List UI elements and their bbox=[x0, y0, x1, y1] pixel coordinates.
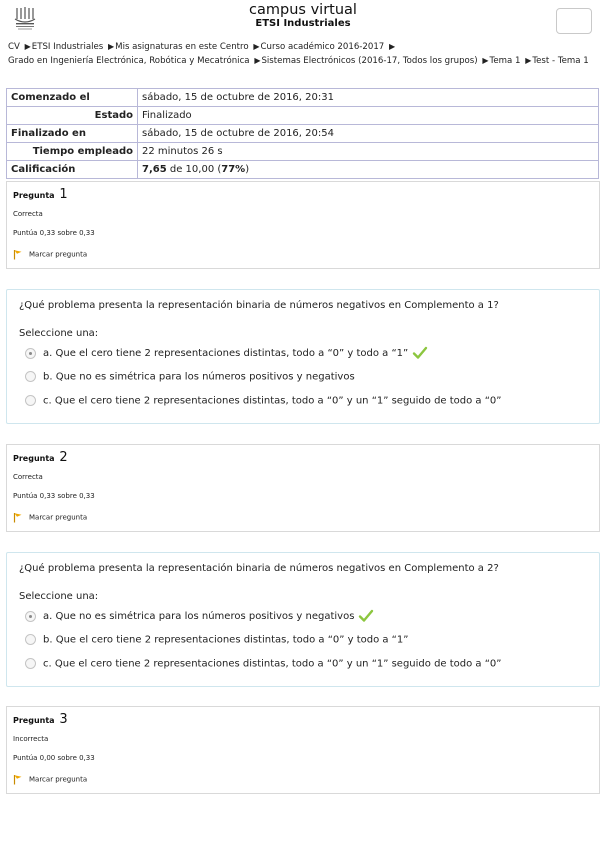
breadcrumb-separator-icon: ▶ bbox=[24, 42, 31, 51]
answer-option-b[interactable] bbox=[25, 371, 355, 383]
flag-question-button[interactable] bbox=[13, 512, 87, 523]
radio-button-checked[interactable] bbox=[25, 348, 36, 359]
checkmark-icon bbox=[412, 346, 428, 360]
breadcrumb bbox=[8, 40, 600, 68]
site-header bbox=[0, 0, 606, 40]
question-number bbox=[13, 712, 68, 727]
site-subtitle: ETSI Industriales bbox=[255, 18, 351, 29]
grade-label: Calificación bbox=[7, 161, 138, 179]
breadcrumb-item[interactable]: Curso académico 2016-2017 bbox=[260, 42, 385, 52]
question-prompt: Seleccione una: bbox=[19, 591, 99, 602]
radio-button[interactable] bbox=[25, 371, 36, 382]
breadcrumb-separator-icon: ▶ bbox=[254, 56, 261, 65]
question-grade: Puntúa 0,33 sobre 0,33 bbox=[13, 229, 95, 237]
question-state: Incorrecta bbox=[13, 735, 49, 743]
started-value: sábado, 15 de octubre de 2016, 20:31 bbox=[138, 89, 599, 107]
finished-label: Finalizado en bbox=[7, 125, 138, 143]
flag-icon bbox=[13, 249, 23, 260]
breadcrumb-separator-icon: ▶ bbox=[389, 42, 396, 51]
breadcrumb-separator-icon: ▶ bbox=[482, 56, 489, 65]
time-label: Tiempo empleado bbox=[7, 143, 138, 161]
question-info-3 bbox=[6, 706, 600, 794]
question-number bbox=[13, 450, 68, 465]
breadcrumb-item[interactable]: ETSI Industriales bbox=[31, 42, 104, 52]
answer-option-c[interactable] bbox=[25, 395, 501, 407]
radio-button-checked[interactable] bbox=[25, 611, 36, 622]
flag-label: Marcar pregunta bbox=[29, 250, 88, 259]
breadcrumb-item[interactable]: Grado en Ingeniería Electrónica, Robótica y Mecatrónica bbox=[8, 56, 250, 66]
time-value: 22 minutos 26 s bbox=[138, 143, 599, 161]
state-value: Finalizado bbox=[138, 107, 599, 125]
breadcrumb-separator-icon: ▶ bbox=[253, 42, 260, 51]
question-number-value: 1 bbox=[59, 187, 68, 202]
grade-score: 7,65 bbox=[142, 164, 167, 175]
checkmark-icon bbox=[358, 609, 374, 623]
breadcrumb-item[interactable]: Test - Tema 1 bbox=[532, 56, 589, 66]
grade-percent: 77% bbox=[221, 164, 246, 175]
flag-icon bbox=[13, 512, 23, 523]
breadcrumb-item[interactable]: CV bbox=[8, 42, 20, 52]
breadcrumb-item[interactable]: Sistemas Electrónicos (2016-17, Todos los grupos) bbox=[261, 56, 478, 66]
question-content-2 bbox=[6, 552, 600, 687]
grade-of: de 10,00 ( bbox=[169, 164, 222, 175]
menu-button[interactable] bbox=[556, 8, 592, 34]
question-info-2 bbox=[6, 444, 600, 532]
question-grade: Puntúa 0,00 sobre 0,33 bbox=[13, 754, 95, 762]
breadcrumb-row-1 bbox=[8, 40, 600, 54]
grade-value bbox=[138, 161, 599, 179]
attempt-summary-table bbox=[6, 88, 599, 179]
radio-button[interactable] bbox=[25, 658, 36, 669]
question-number-value: 3 bbox=[59, 712, 68, 727]
answer-option-b[interactable] bbox=[25, 634, 408, 646]
answer-option-a[interactable] bbox=[25, 346, 428, 360]
summary-row-started bbox=[7, 89, 599, 107]
question-label: Pregunta bbox=[13, 454, 55, 463]
breadcrumb-separator-icon: ▶ bbox=[108, 42, 115, 51]
site-title: campus virtual bbox=[249, 2, 357, 18]
question-number-value: 2 bbox=[59, 450, 68, 465]
question-grade: Puntúa 0,33 sobre 0,33 bbox=[13, 492, 95, 500]
grade-close: ) bbox=[245, 164, 250, 175]
flag-label: Marcar pregunta bbox=[29, 775, 88, 784]
breadcrumb-item[interactable]: Tema 1 bbox=[489, 56, 521, 66]
flag-question-button[interactable] bbox=[13, 249, 87, 260]
breadcrumb-separator-icon: ▶ bbox=[525, 56, 532, 65]
question-state: Correcta bbox=[13, 210, 43, 218]
answer-option-label: a. Que no es simétrica para los números positivos y negativos bbox=[43, 611, 355, 622]
question-label: Pregunta bbox=[13, 191, 55, 200]
started-label: Comenzado el bbox=[7, 89, 138, 107]
answer-option-a[interactable] bbox=[25, 609, 374, 623]
question-prompt: Seleccione una: bbox=[19, 328, 99, 339]
state-label: Estado bbox=[7, 107, 138, 125]
answer-option-c[interactable] bbox=[25, 658, 501, 670]
radio-button[interactable] bbox=[25, 634, 36, 645]
answer-option-label: c. Que el cero tiene 2 representaciones distintas, todo a “0” y un “1” seguido de todo a “0” bbox=[43, 658, 502, 670]
summary-row-state bbox=[7, 107, 599, 125]
answer-option-label: b. Que el cero tiene 2 representaciones distintas, todo a “0” y todo a “1” bbox=[43, 634, 409, 646]
finished-value: sábado, 15 de octubre de 2016, 20:54 bbox=[138, 125, 599, 143]
question-content-1 bbox=[6, 289, 600, 424]
question-state: Correcta bbox=[13, 473, 43, 481]
summary-row-time bbox=[7, 143, 599, 161]
flag-question-button[interactable] bbox=[13, 774, 87, 785]
question-info-1 bbox=[6, 181, 600, 269]
flag-label: Marcar pregunta bbox=[29, 513, 88, 522]
breadcrumb-item[interactable]: Mis asignaturas en este Centro bbox=[115, 42, 249, 52]
breadcrumb-row-2 bbox=[8, 54, 600, 68]
question-number bbox=[13, 187, 68, 202]
answer-option-label: b. Que no es simétrica para los números positivos y negativos bbox=[43, 371, 355, 383]
question-label: Pregunta bbox=[13, 716, 55, 725]
flag-icon bbox=[13, 774, 23, 785]
answer-option-label: c. Que el cero tiene 2 representaciones distintas, todo a “0” y un “1” seguido de todo a “0” bbox=[43, 395, 502, 407]
question-text: ¿Qué problema presenta la representación binaria de números negativos en Complemento a 2? bbox=[19, 563, 499, 574]
radio-button[interactable] bbox=[25, 395, 36, 406]
answer-option-label: a. Que el cero tiene 2 representaciones distintas, todo a “0” y todo a “1” bbox=[43, 348, 409, 359]
question-text: ¿Qué problema presenta la representación binaria de números negativos en Complemento a 1? bbox=[19, 300, 499, 311]
summary-row-grade bbox=[7, 161, 599, 179]
summary-row-finished bbox=[7, 125, 599, 143]
